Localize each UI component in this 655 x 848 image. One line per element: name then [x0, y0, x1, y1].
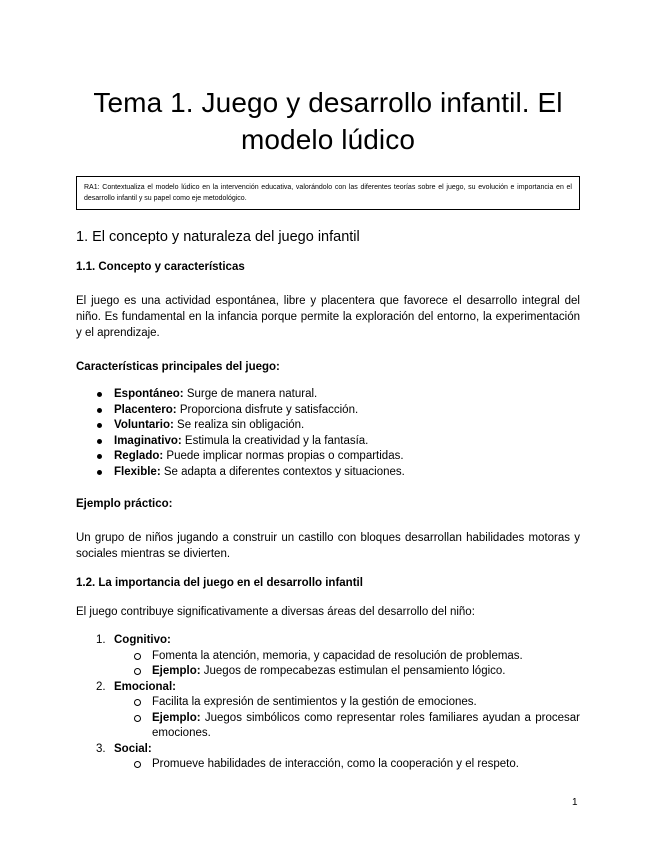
page-number: 1: [572, 797, 578, 808]
list-item: Espontáneo: Surge de manera natural.: [76, 387, 580, 403]
subsection-1-2-heading: 1.2. La importancia del juego en el desarrollo infantil: [76, 577, 363, 589]
characteristics-heading: Características principales del juego:: [76, 361, 280, 373]
bullet-icon: [97, 470, 102, 475]
example-paragraph: Un grupo de niños jugando a construir un castillo con bloques desarrollan habilidades motoras y sociales mientras se divierten.: [76, 532, 580, 560]
list-item: Placentero: Proporciona disfrute y satisfacción.: [76, 403, 580, 419]
sub-list: [114, 649, 580, 680]
circle-bullet-icon: [134, 653, 141, 660]
list-item: Flexible: Se adapta a diferentes contextos y situaciones.: [76, 465, 580, 481]
list-item: 3. Social: Promueve habilidades de interacción, como la cooperación y el respeto.: [76, 742, 580, 773]
list-item: Reglado: Puede implicar normas propias o compartidas.: [76, 449, 580, 465]
importance-intro: El juego contribuye significativamente a diversas áreas del desarrollo del niño:: [76, 606, 475, 618]
area-label: Social:: [114, 742, 152, 755]
development-areas-list: [76, 633, 580, 773]
circle-bullet-icon: [134, 668, 141, 675]
area-label: Emocional:: [114, 680, 176, 693]
subsection-1-1-heading: 1.1. Concepto y características: [76, 261, 245, 273]
list-item: Ejemplo: Juegos simbólicos como representar roles familiares ayudan a procesar emociones.: [114, 711, 580, 742]
circle-bullet-icon: [134, 715, 141, 722]
bullet-icon: [97, 423, 102, 428]
section-1-heading: 1. El concepto y naturaleza del juego infantil: [76, 229, 360, 245]
sub-list: [114, 757, 580, 773]
list-item: Facilita la expresión de sentimientos y la gestión de emociones.: [114, 695, 580, 711]
concept-paragraph: El juego es una actividad espontánea, libre y placentera que favorece el desarrollo integral del niño. Es fundamental en la infancia porque permite la exploración del entorno, la experimentación y el aprendizaje.: [76, 295, 580, 339]
document-title: Tema 1. Juego y desarrollo infantil. El modelo lúdico: [93, 87, 563, 155]
list-item: Promueve habilidades de interacción, como la cooperación y el respeto.: [114, 757, 580, 773]
area-label: Cognitivo:: [114, 634, 171, 646]
sub-list: [114, 695, 580, 742]
bullet-icon: [97, 454, 102, 459]
list-item: 1. Cognitivo: Fomenta la atención, memoria, y capacidad de resolución de problemas. Ejemplo: Juegos de rompecabezas estimulan el pensamiento lógico.: [76, 633, 580, 680]
list-item: Voluntario: Se realiza sin obligación.: [76, 418, 580, 434]
bullet-icon: [97, 439, 102, 444]
list-item: Imaginativo: Estimula la creatividad y la fantasía.: [76, 434, 580, 450]
circle-bullet-icon: [134, 761, 141, 768]
list-item: Ejemplo: Juegos de rompecabezas estimulan el pensamiento lógico.: [114, 664, 580, 680]
characteristics-list: [76, 387, 580, 480]
bullet-icon: [97, 408, 102, 413]
list-item: Fomenta la atención, memoria, y capacidad de resolución de problemas.: [114, 649, 580, 665]
document-page: [76, 84, 580, 773]
list-item: 2. Emocional: Facilita la expresión de sentimientos y la gestión de emociones. Ejemplo: Juegos simbólicos como representar roles familiares ayudan a procesar emociones.: [76, 680, 580, 742]
bullet-icon: [97, 392, 102, 397]
example-heading: Ejemplo práctico:: [76, 498, 173, 510]
circle-bullet-icon: [134, 699, 141, 706]
learning-outcome-box: RA1: Contextualiza el modelo lúdico en la intervención educativa, valorándolo con las diferentes teorías sobre el juego, su evolución e importancia en el desarrollo infantil y su papel como eje metodológico.: [76, 176, 580, 210]
